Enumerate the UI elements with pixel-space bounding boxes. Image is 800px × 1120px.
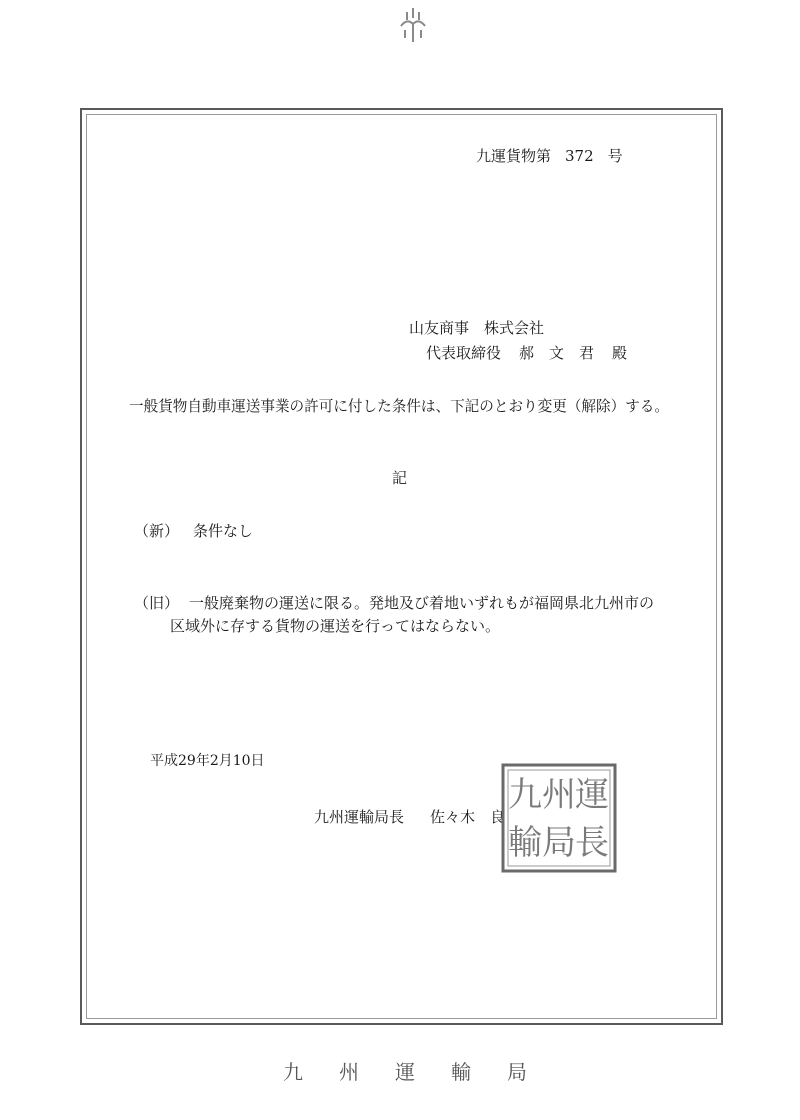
svg-text:州: 州 (542, 775, 576, 815)
official-seal-icon (500, 762, 618, 874)
document-number (476, 149, 623, 164)
recipient-line (426, 346, 627, 361)
doc-number-suffix: 号 (607, 147, 623, 165)
signer (314, 810, 505, 825)
condition-new-label: （新） (134, 522, 180, 540)
svg-text:九: 九 (508, 775, 542, 815)
condition-old-text-2: 区域外に存する貨物の運送を行ってはならない。 (170, 617, 501, 635)
condition-new (134, 524, 253, 539)
svg-text:輸: 輸 (508, 823, 542, 863)
doc-number-prefix: 九運貨物第 (476, 147, 552, 165)
paulownia-crest-icon (393, 6, 433, 46)
footer-issuer: 九州運輸局 (283, 1060, 563, 1084)
svg-text:長: 長 (575, 823, 609, 863)
main-text: 一般貨物自動車運送事業の許可に付した条件は、下記のとおり変更（解除）する。 (129, 398, 669, 415)
recipient-company: 山友商事 株式会社 (409, 319, 545, 337)
condition-old-line1 (134, 596, 654, 611)
condition-new-text: 条件なし (193, 522, 254, 540)
condition-old-label: （旧） (134, 594, 180, 612)
recipient-name: 郝 文 君 (519, 344, 595, 362)
ki-heading: 記 (392, 469, 408, 487)
condition-old-text-1: 一般廃棄物の運送に限る。発地及び着地いずれもが福岡県北九州市の (189, 594, 655, 612)
doc-number-value: 372 (565, 147, 594, 165)
svg-text:運: 運 (575, 775, 609, 815)
issue-date: 平成29年2月10日 (150, 753, 265, 769)
document-border-inner (86, 114, 717, 1019)
signer-name: 佐々木 良 (430, 808, 506, 826)
svg-text:局: 局 (542, 823, 576, 863)
signer-title: 九州運輸局長 (314, 808, 405, 826)
recipient-honorific: 殿 (612, 344, 628, 362)
recipient-title: 代表取締役 (426, 344, 502, 362)
